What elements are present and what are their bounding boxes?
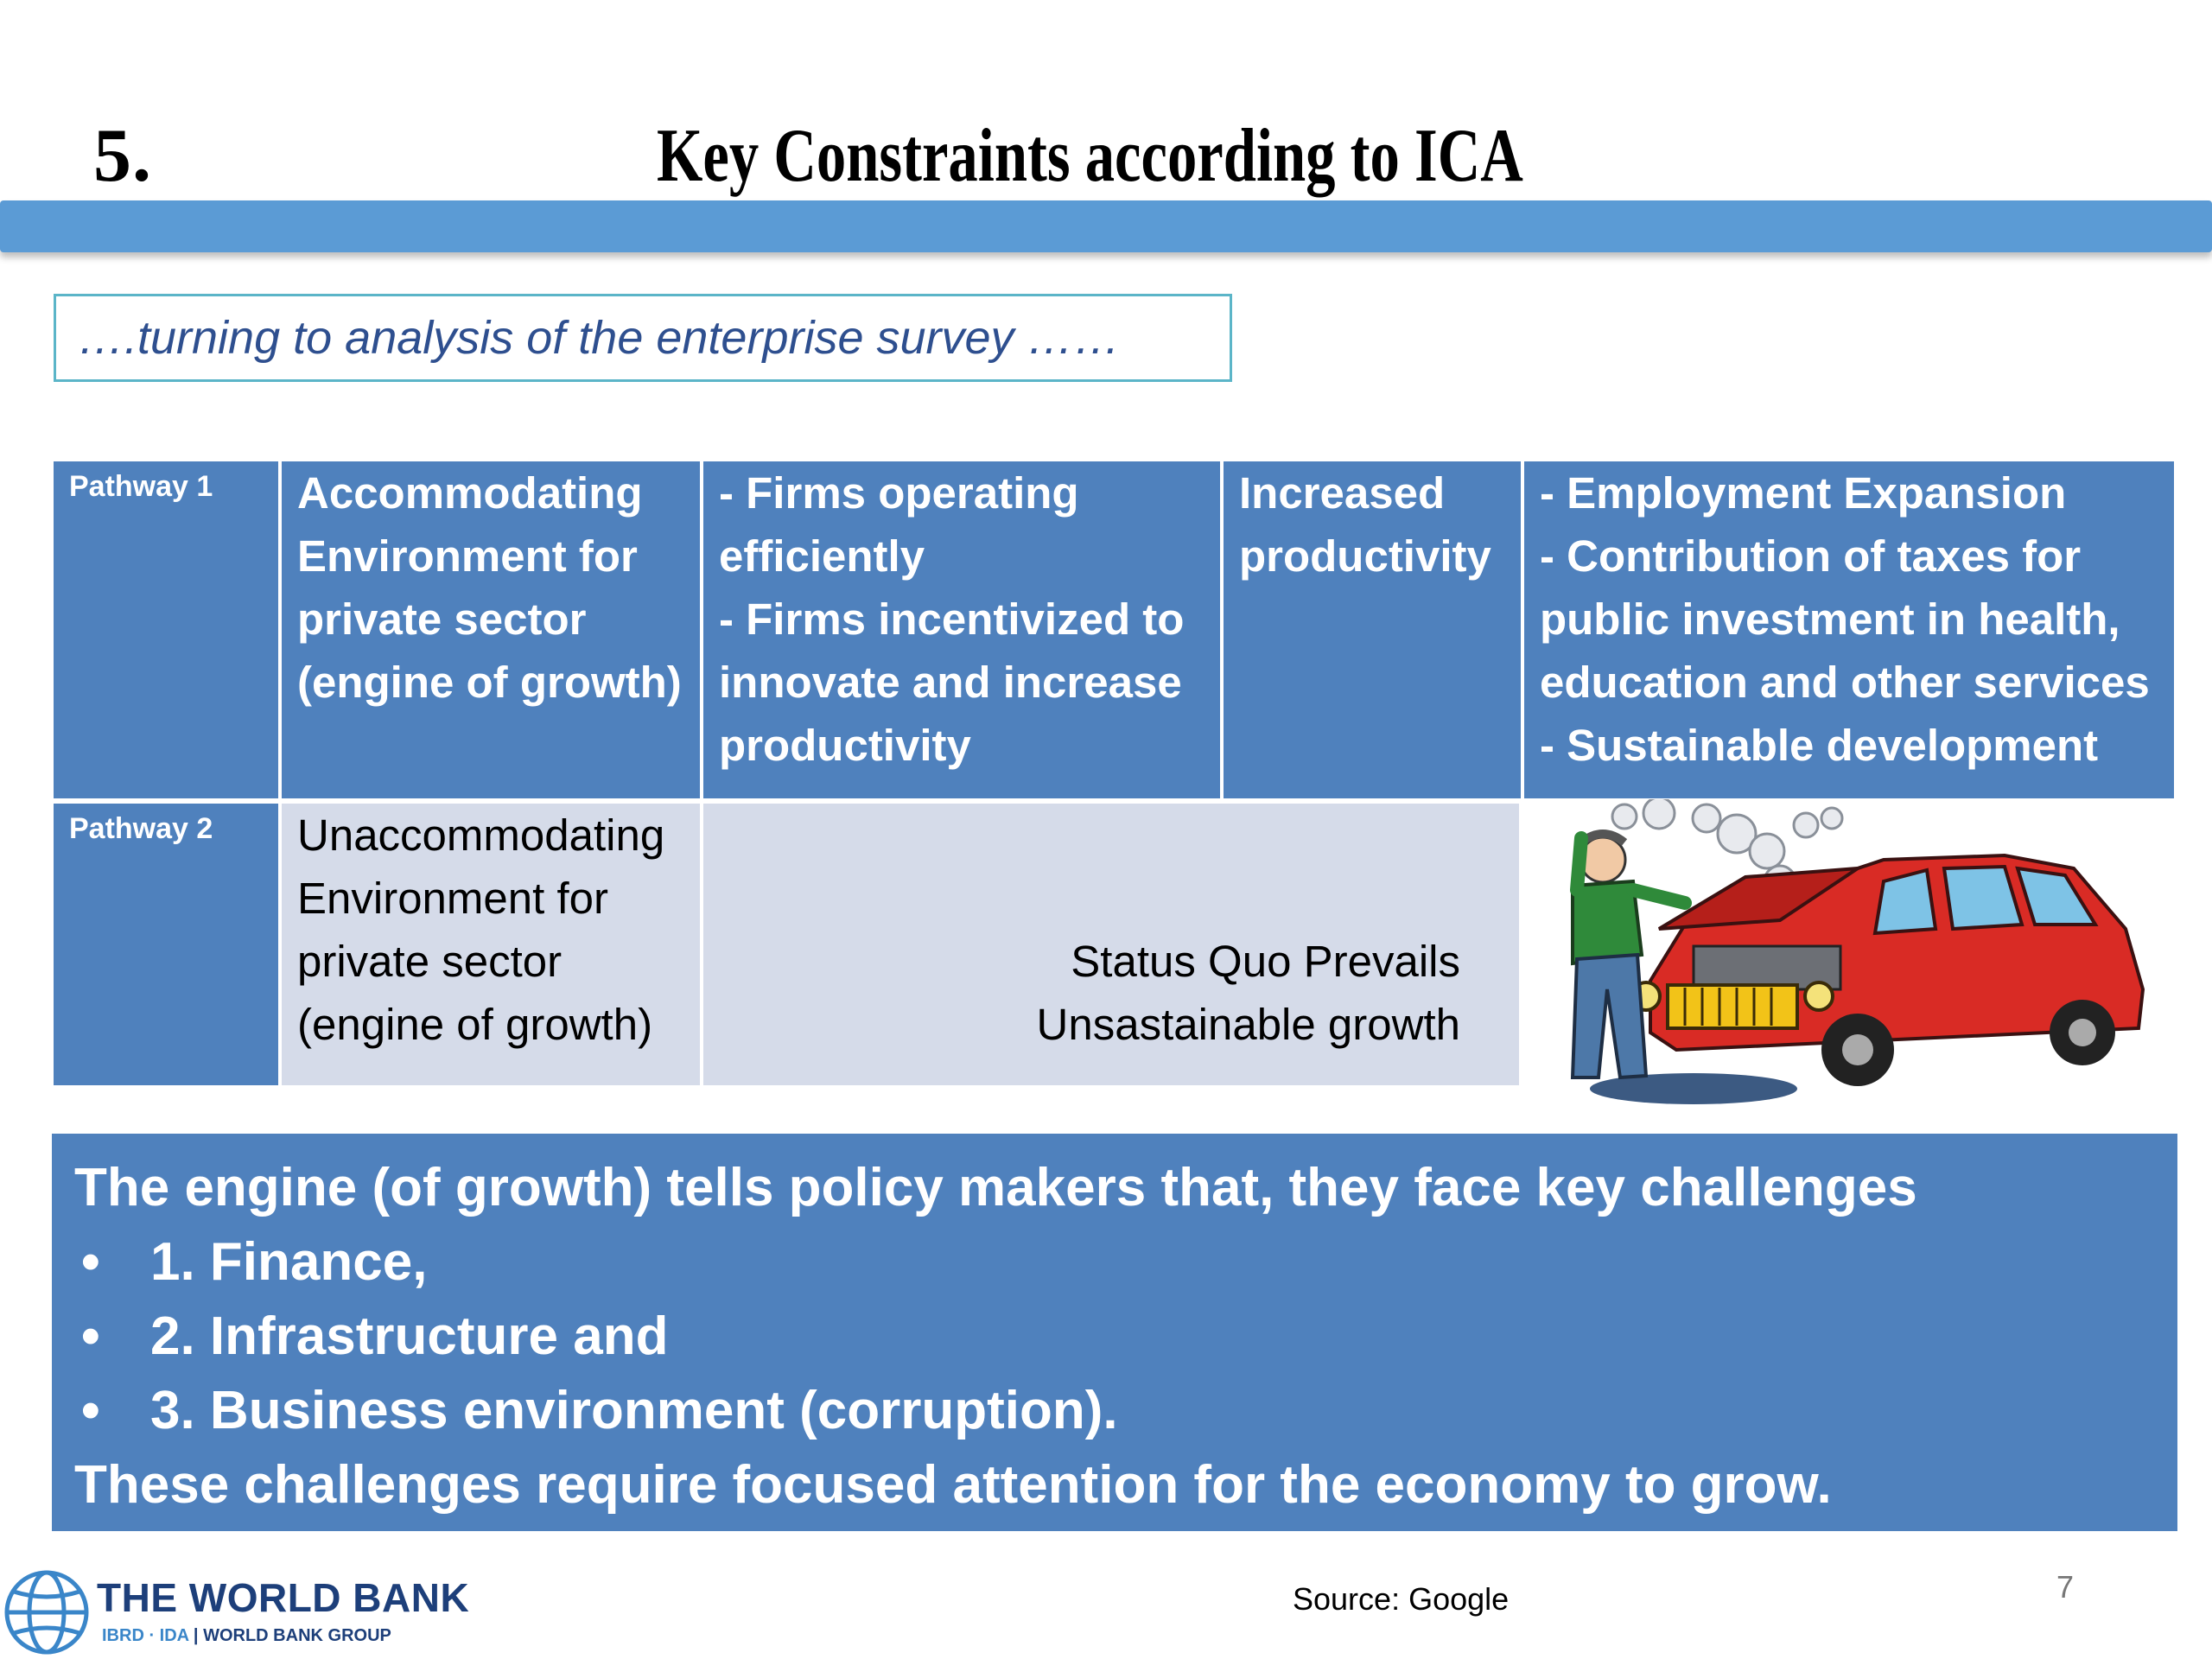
cell-line: efficiently [719,531,925,581]
page-number: 7 [2056,1569,2075,1605]
logo-subtitle [102,1626,391,1646]
cell-line: Unaccommodating [297,810,665,860]
cell-line: productivity [719,721,971,770]
cell-line: Accommodating [297,468,643,518]
title-bar [0,200,2212,252]
pathway2-label: Pathway 2 [54,804,278,1085]
cell-line: public investment in health, [1540,594,2120,644]
challenge-item [74,1374,2155,1448]
globe-icon [2,1567,92,1657]
logo-title: THE WORLD BANK [97,1575,470,1620]
cell-line: - Firms operating [719,468,1079,518]
bullet-icon: • [81,1306,100,1366]
cell-line: private sector [297,594,587,644]
cell-line: - Firms incentivized to [719,594,1185,644]
cell-line: - Contribution of taxes for [1540,531,2082,581]
pathway2-environment-cell [282,804,700,1085]
status-line: Unsastainable growth [1036,1000,1460,1049]
challenge-text: 1. Finance, [150,1232,428,1292]
cell-line: private sector [297,937,563,986]
challenge-item [74,1300,2155,1374]
cell-line: - Employment Expansion [1540,468,2067,518]
status-line: Status Quo Prevails [1071,937,1460,986]
cell-line: Environment for [297,531,638,581]
source-label: Source: Google [1293,1581,1510,1617]
bullet-icon: • [81,1232,100,1292]
cell-line: Environment for [297,874,608,923]
cell-line: (engine of growth) [297,1000,653,1049]
world-bank-logo [0,1564,470,1659]
bullet-icon: • [81,1381,100,1440]
cell-line: productivity [1239,531,1491,581]
logo-sub-ibrd: IBRD · IDA [102,1626,189,1645]
pathway1-label: Pathway 1 [54,461,278,798]
pathway1-environment-cell [282,461,700,798]
summary-intro: The engine (of growth) tells policy makers that, they face key challenges [74,1158,1917,1217]
cell-line: education and other services [1540,658,2150,707]
cell-line: (engine of growth) [297,658,682,707]
cell-line: innovate and increase [719,658,1182,707]
pathway1-firms-cell [703,461,1220,798]
status-quo-text [942,930,1460,1056]
slide-number: 5. [93,114,152,198]
subtitle-text: ….turning to analysis of the enterprise survey …… [78,312,1121,364]
broken-car-illustration [1521,799,2177,1110]
challenge-text: 2. Infrastructure and [150,1306,669,1366]
slide-title: Key Constraints according to ICA [657,114,1523,198]
summary-box [52,1134,2177,1531]
pathway1-productivity-cell [1224,461,1521,798]
cell-line: - Sustainable development [1540,721,2099,770]
logo-sub-group: | WORLD BANK GROUP [188,1626,391,1645]
challenge-text: 3. Business environment (corruption). [150,1381,1118,1440]
summary-conclusion: These challenges require focused attention for the economy to grow. [74,1455,1832,1515]
cell-line: Increased [1239,468,1446,518]
challenge-item [74,1225,2155,1300]
pathway1-outcomes-cell [1524,461,2174,798]
